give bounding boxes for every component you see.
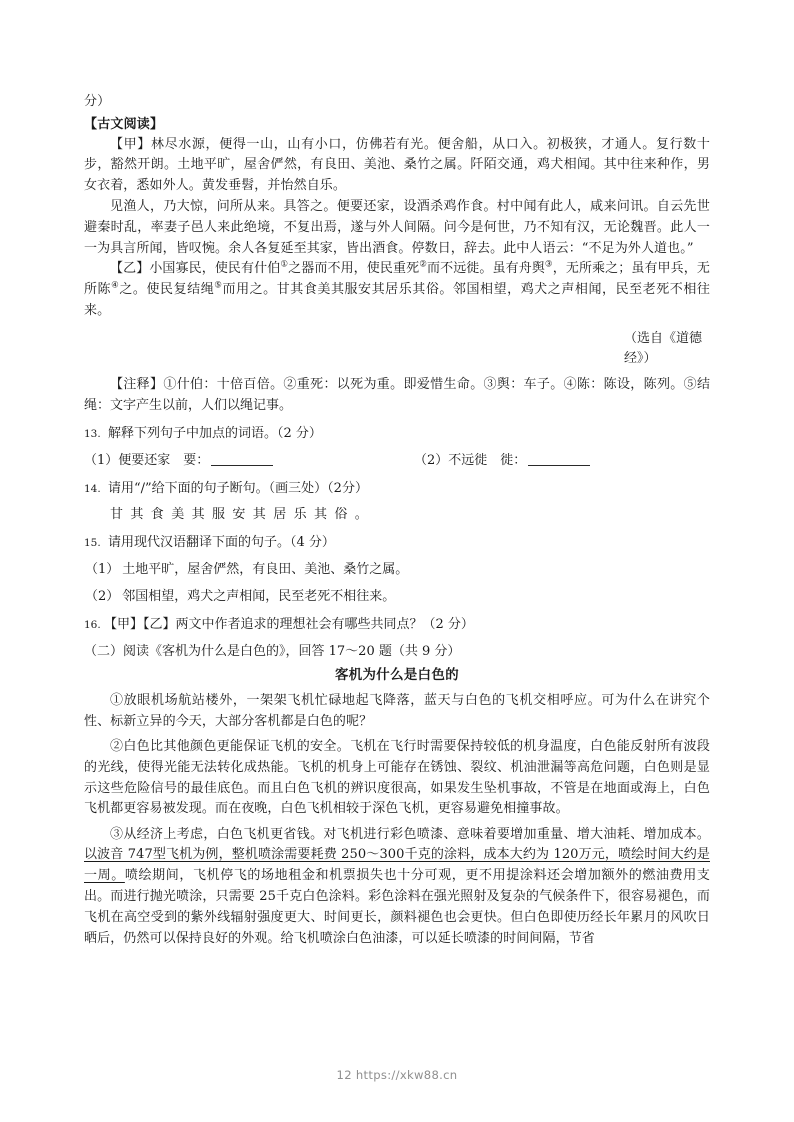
passage-yi-seg2: 之器而不用，使民重死 [288,261,420,277]
question-14-sentence[interactable]: 甘其食美其服安其居乐其俗。 [110,507,376,523]
question-13 [84,424,710,445]
question-13-stem: 解释下列句子中加点的词语。（2 分） [108,426,322,442]
question-15-sub2-text: 邻国相望，鸡犬之声相闻，民至老死不相往来。 [122,588,396,604]
passage-jia-para1 [84,135,710,197]
note-ref-1: ① [280,260,289,271]
question-14-stem: 请用“/”给下面的句子断句。（画三处）（2分） [108,480,368,496]
paragraph-marker-2: ② [110,738,124,754]
paragraph-3-part2: 喷绘期间，飞机停飞的场地租金和机票损失也十分可观，更不用提涂料还会增加额外的燃油费用支出。而进行抛光喷涂，只需要 25千克白色涂料。彩色涂料在强光照射及复杂的气候条件下，很容易褪色，而飞机在高空受到的紫外线辐射强度更大、时间更长，颜料褪色也会更快。但白色即使历经长年累月的风吹日晒后，仍然可以保持良好的外观。给飞机喷涂白色油漆，可以延长喷漆的时间间隔，节省 [84,868,710,946]
question-14-number: 14. [84,482,101,495]
page-top-fragment: 分） [84,94,111,109]
paragraph-marker-1: ① [110,692,124,708]
question-16-number: 16. [84,618,101,631]
answer-blank-13-2[interactable] [528,465,590,466]
source-attribution-wrap [84,329,710,370]
paragraph-marker-3: ③ [110,826,124,842]
passage-yi-seg5: 之。使民复结绳 [119,282,215,298]
question-13-sub2-text: 不远徙 徙： [448,452,527,468]
article-paragraph-2 [84,737,710,820]
passage-yi-label: 【乙】 [110,261,150,277]
question-16 [84,615,710,636]
question-15-sub2-label: （2） [85,588,120,604]
question-13-sub2 [414,451,592,472]
paragraph-3-part1: 从经济上考虑，白色飞机更省钱。对飞机进行彩色喷漆、意味着要增加重量、增大油耗、增加成本。 [123,826,710,842]
question-14 [84,479,710,500]
question-13-sub1-text: 便要还家 要： [118,452,210,468]
question-15-sub1 [84,560,710,581]
article-paragraph-1 [84,691,710,733]
note-ref-2: ② [419,260,427,271]
paragraph-text-1: 放眼机场航站楼外，一架架飞机忙碌地起飞降落，蓝天与白色的飞机交相呼应。可为什么在讲究个性、标新立异的今天，大部分客机都是白色的呢？ [84,692,710,729]
question-15-sub1-text: 土地平旷，屋舍俨然，有良田、美池、桑竹之属。 [122,562,409,578]
passage-yi-seg4: ，无所乘之；虽有甲兵，无所陈 [84,261,710,298]
question-15-stem: 请用现代汉语翻译下面的句子。（4 分） [108,535,335,551]
note-ref-5: ⑤ [214,280,223,291]
question-13-sub2-label: （2） [414,452,449,468]
paragraph-text-2: 白色比其他颜色更能保证飞机的安全。飞机在飞行时需要保持较低的机身温度，白色能反射所有波段的光线，使得光能无法转化成热能。飞机的机身上可能存在锈蚀、裂纹、机油泄漏等高危问题，白色则是显示这些危险信号的最佳底色。而且白色飞机的辨识度很高，如果发生坠机事故，不管是在地面或海上，白色飞机都更容易被发现。而在夜晚，白色飞机相较于深色飞机，更容易避免相撞事故。 [84,738,710,817]
section-modern-lead: （二）阅读《客机为什么是白色的》，回答 17～20 题（共 9 分） [84,644,461,660]
question-15-sub1-label: （1） [85,562,120,578]
note-ref-3: ③ [544,260,553,271]
source-attribution: （选自《道德经》） [624,330,703,367]
passage-yi-seg6: 而用之。甘其食美其服安其居乐其俗。邻国相望，鸡犬之声相闻，民至老死不相往来。 [84,282,710,318]
passage-jia-label: 【甲】 [110,136,151,152]
question-13-number: 13. [84,428,101,441]
question-15-sub2 [84,587,710,608]
passage-jia-text1: 林尽水源，便得一山，山有小口，仿佛若有光。便舍船，从口入。初极狭，才通人。复行数十步，豁然开朗。土地平旷，屋舍俨然，有良田、美池、桑竹之属。阡陌交通，鸡犬相闻。其中往来种作，男女衣着，悉如外人。黄发垂髫，并怡然自乐。 [84,136,710,194]
passage-jia-para2: 见渔人，乃大惊，问所从来。具答之。便要还家，设酒杀鸡作食。村中闻有此人，咸来问讯。自云先世避秦时乱，率妻子邑人来此绝境，不复出焉，遂与外人间隔。问今是何世，乃不知有汉，无论魏晋。此人一一为具言所闻，皆叹惋。余人各复延至其家，皆出酒食。停数日，辞去。此中人语云：“不足为外人道也。” [84,198,710,256]
passage-yi-seg3: 而不远徙。虽有舟舆 [427,261,545,277]
question-13-sub1-label: （1） [84,452,119,468]
question-15-number: 15. [84,537,101,550]
question-15 [84,533,710,554]
passage-yi-para [84,259,710,321]
answer-blank-13-1[interactable] [211,465,273,466]
question-13-sub1 [84,451,414,472]
question-13-answers [84,451,710,472]
note-ref-4: ④ [111,280,120,291]
footnotes-block: 【注释】①什伯：十倍百倍。②重死：以死为重。即爱惜生命。③舆：车子。④陈：陈设，陈列。⑤结绳：文字产生以前，人们以绳记事。 [84,376,710,413]
article-paragraph-3 [84,825,710,950]
page-footer-watermark: 12 https://xkw88.cn [336,1068,458,1082]
paragraph-3-underlined: 以波音 747型飞机为例，整机喷涂需要耗费 250～300千克的涂料，成本大约为 120万元，喷绘时间大约是一周。 [84,847,710,884]
article-title: 客机为什么是白色的 [334,667,460,684]
section-heading-classical: 【古文阅读】 [84,116,164,132]
question-16-stem: 【甲】【乙】两文中作者追求的理想社会有哪些共同点？（2 分） [104,616,474,632]
passage-yi-seg1: 小国寡民，使民有什伯 [149,261,281,277]
